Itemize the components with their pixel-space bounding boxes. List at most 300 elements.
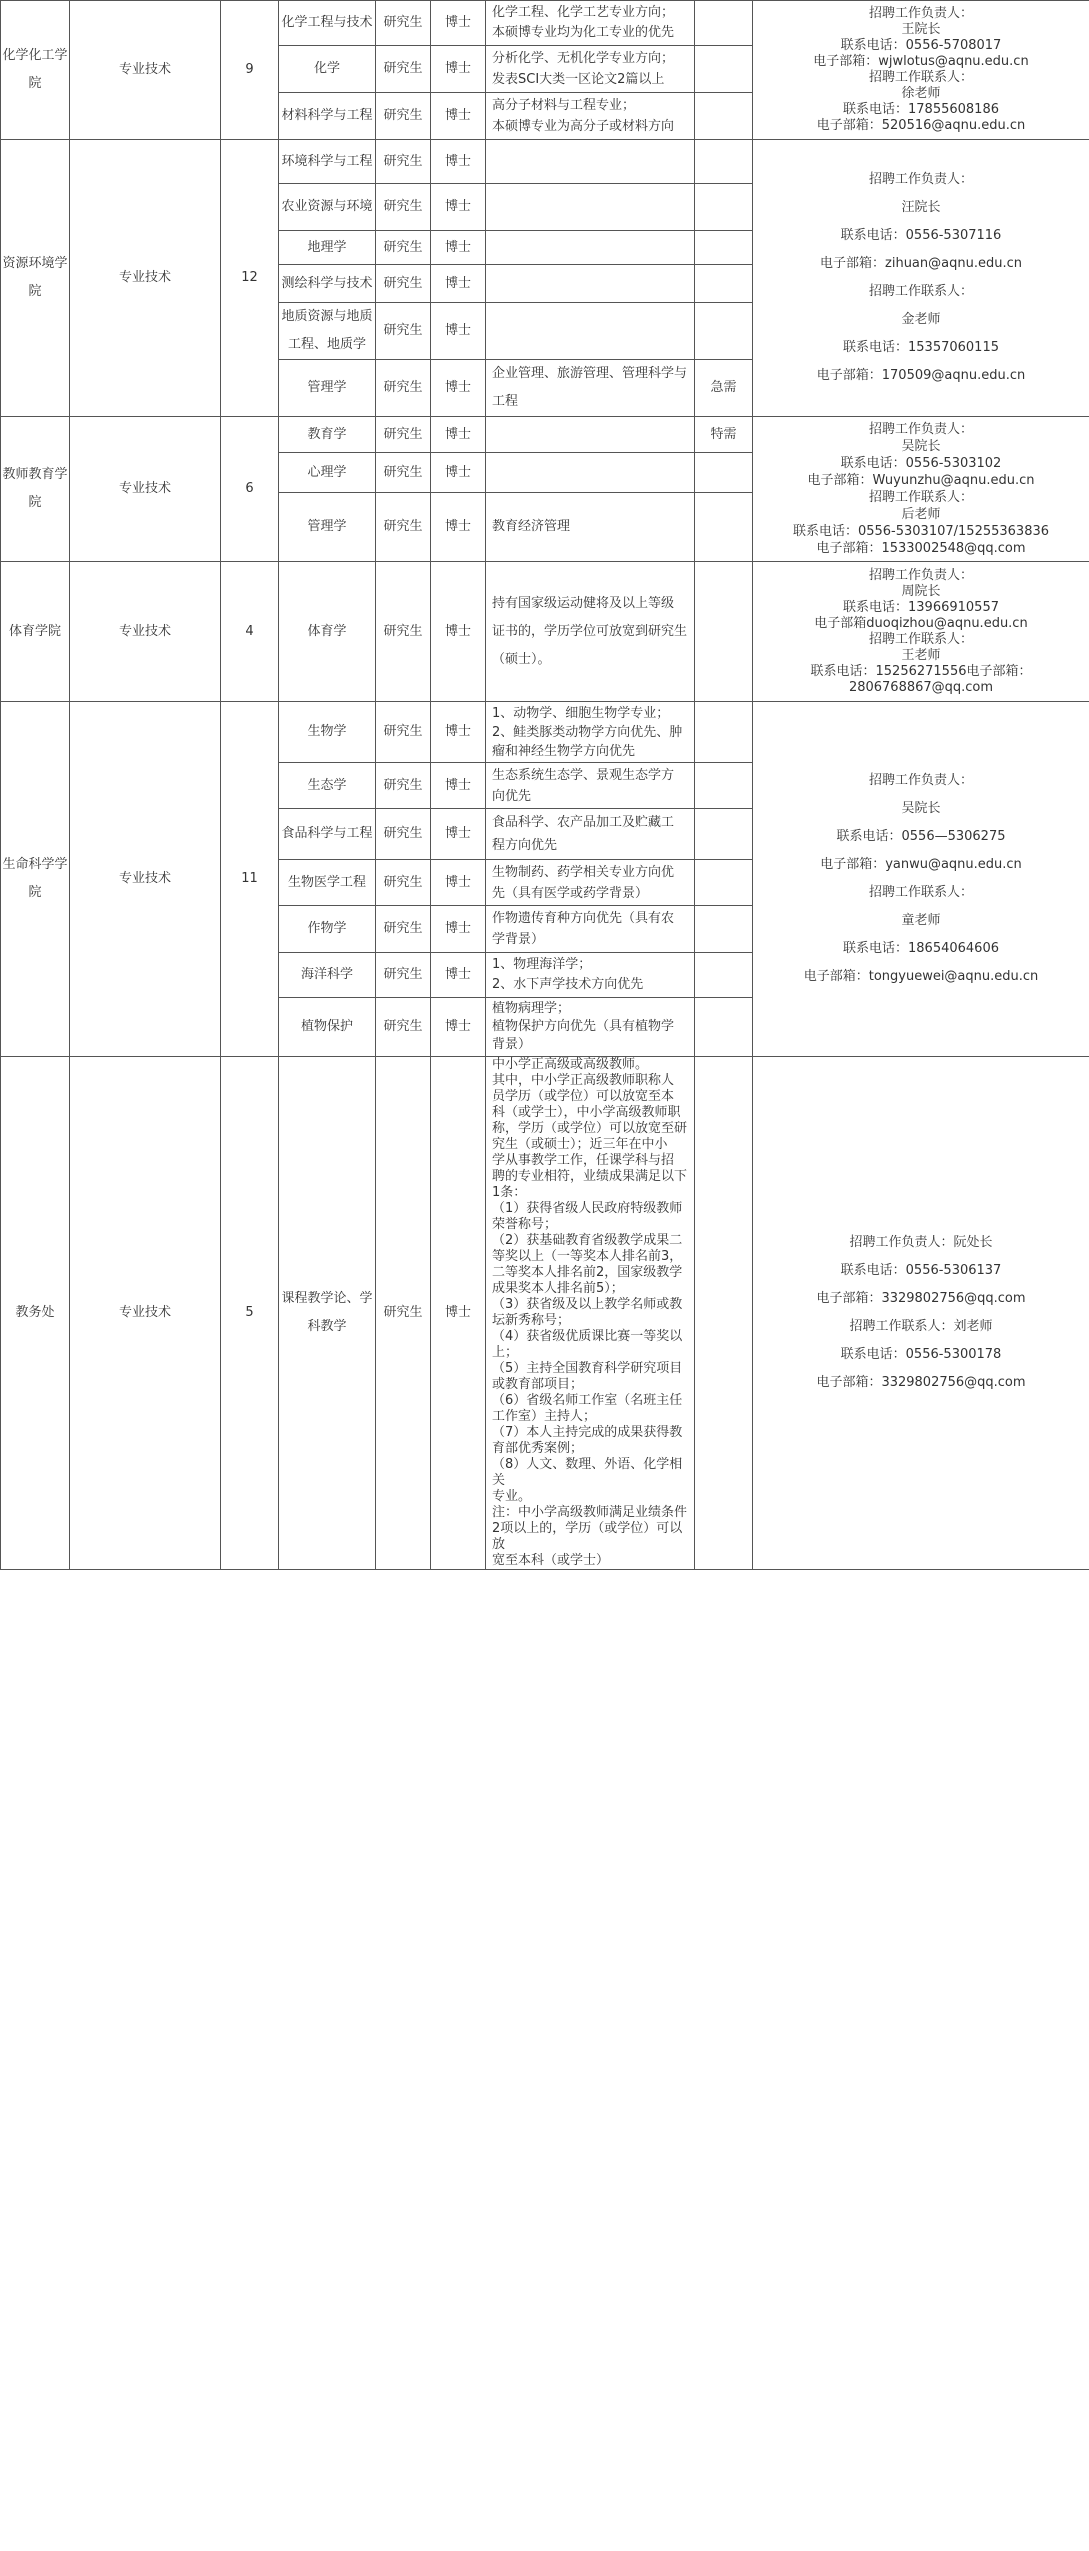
count-cell-text: 11: [241, 871, 258, 886]
requirement-line: 食品科学、农产品加工及贮藏工: [492, 815, 675, 830]
contact-line: 联系电话：0556-5303107/15255363836: [792, 524, 1050, 539]
requirement-cell: [486, 860, 695, 906]
degree-cell-text: 博士: [444, 1019, 471, 1034]
degree-cell-text: 博士: [444, 199, 471, 214]
requirement-line: （7）本人主持完成的成果获得教: [492, 1425, 683, 1440]
education-cell-text: 研究生: [383, 199, 423, 214]
requirement-line: 2、鲑类豚类动物学方向优先、肿: [492, 724, 683, 740]
remark-cell: [695, 562, 753, 702]
contact-cell: [753, 702, 1089, 1057]
major-cell: [279, 303, 376, 360]
degree-cell-text: 博士: [444, 239, 471, 255]
major-cell-text: 植物保护: [300, 1019, 353, 1034]
degree-cell: [431, 493, 486, 562]
degree-cell-text: 博士: [444, 921, 471, 936]
degree-cell: [431, 231, 486, 265]
education-cell: [376, 1057, 431, 1570]
education-cell-text: 研究生: [383, 108, 423, 123]
college-cell-text: 体育学院: [8, 623, 61, 639]
requirement-line: （6）省级名师工作室（名班主任: [492, 1393, 683, 1408]
requirement-line: 究生（或硕士）；近三年在中小: [492, 1137, 668, 1152]
requirement-cell: [486, 1, 695, 46]
requirement-cell: [486, 998, 695, 1057]
major-cell: [279, 1057, 376, 1570]
requirement-cell: [486, 702, 695, 763]
remark-cell: [695, 493, 753, 562]
requirement-line: 1、物理海洋学；: [492, 957, 592, 972]
requirement-line: 持有国家级运动健将及以上等级: [492, 595, 675, 611]
requirement-line: 工作室）主持人；: [492, 1409, 597, 1424]
requirement-line: 发表SCI大类一区论文2篇以上: [492, 72, 665, 87]
remark-cell: [695, 360, 753, 417]
requirement-cell: [486, 360, 695, 417]
contact-line: 联系电话：13966910557: [843, 599, 999, 615]
remark-cell: [695, 93, 753, 140]
remark-cell: [695, 1, 753, 46]
requirement-line: 称，学历（或学位）可以放宽至研: [492, 1121, 688, 1136]
requirement-line: 成果奖本人排名前5）；: [492, 1281, 624, 1296]
contact-line: 招聘工作负责人：: [868, 172, 973, 187]
education-cell: [376, 860, 431, 906]
major-cell: [279, 46, 376, 93]
requirement-cell: [486, 265, 695, 303]
contact-line: 吴院长: [901, 801, 941, 816]
degree-cell: [431, 562, 486, 702]
education-cell-text: 研究生: [383, 15, 423, 30]
education-cell: [376, 93, 431, 140]
education-cell-text: 研究生: [383, 1305, 423, 1320]
degree-cell: [431, 953, 486, 998]
requirement-line: 植物病理学；: [492, 1001, 571, 1016]
major-cell-text: 课程教学论、学科教学: [281, 1291, 373, 1334]
requirement-line: 聘的专业相符，业绩成果满足以下: [492, 1169, 688, 1184]
requirement-cell: [486, 562, 695, 702]
contact-line: 联系电话：0556-5306137: [840, 1263, 1002, 1278]
remark-cell-text: 特需: [710, 426, 737, 442]
degree-cell-text: 博士: [444, 464, 471, 480]
requirement-line: 或教育部项目；: [492, 1377, 584, 1392]
contact-line: 招聘工作联系人：: [868, 631, 973, 647]
requirement-line: 程方向优先: [492, 838, 558, 853]
major-cell: [279, 417, 376, 453]
degree-cell-text: 博士: [444, 15, 471, 30]
remark-cell: [695, 763, 753, 809]
requirement-cell: [486, 453, 695, 493]
contact-line: 周院长: [901, 583, 941, 599]
contact-line: 2806768867@qq.com: [848, 679, 994, 695]
degree-cell-text: 博士: [444, 623, 471, 639]
remark-cell: [695, 1057, 753, 1570]
contact-line: 电子部箱：zihuan@aqnu.edu.cn: [820, 256, 1022, 271]
requirement-line: 教育经济管理: [492, 519, 571, 534]
requirement-line: 学从事教学工作，任课学科与招: [492, 1153, 675, 1168]
major-cell: [279, 809, 376, 860]
contact-line: 招聘工作负责人：: [868, 422, 973, 437]
remark-cell: [695, 265, 753, 303]
major-cell-text: 食品科学与工程: [281, 826, 373, 841]
requirement-line: 作物遗传育种方向优先（具有农: [492, 911, 675, 926]
post-type-cell: [70, 417, 221, 562]
contact-line: 招聘工作负责人：: [868, 6, 973, 21]
contact-line: 电子部箱：170509@aqnu.edu.cn: [816, 368, 1026, 383]
college-cell-text: 资源环境学院: [2, 256, 68, 299]
requirement-line: 等奖以上（一等奖本人排名前3，: [492, 1249, 683, 1264]
remark-cell: [695, 231, 753, 265]
requirement-line: 背景）: [492, 1037, 532, 1052]
major-cell: [279, 184, 376, 231]
education-cell-text: 研究生: [383, 426, 423, 442]
count-cell-text: 9: [245, 62, 254, 77]
major-cell-text: 化学: [313, 61, 340, 76]
contact-line: 后老师: [901, 507, 941, 522]
degree-cell-text: 博士: [444, 724, 471, 739]
degree-cell: [431, 1057, 486, 1570]
count-cell-text: 12: [241, 270, 258, 285]
requirement-line: 坛新秀称号；: [492, 1313, 571, 1328]
major-cell: [279, 562, 376, 702]
contact-line: 电子部箱：520516@aqnu.edu.cn: [816, 118, 1026, 133]
education-cell: [376, 809, 431, 860]
requirement-cell: [486, 303, 695, 360]
degree-cell: [431, 140, 486, 184]
major-cell-text: 生物学: [307, 724, 347, 739]
major-cell: [279, 906, 376, 953]
requirement-line: 育部优秀案例；: [492, 1441, 584, 1456]
requirement-line: 二等奖本人排名前2，国家级教学: [492, 1265, 683, 1280]
education-cell-text: 研究生: [383, 519, 423, 534]
count-cell: [221, 1057, 279, 1570]
table-row: [1, 417, 1089, 453]
requirement-cell: [486, 953, 695, 998]
contact-line: 电子部箱：Wuyunzhu@aqnu.edu.cn: [807, 473, 1035, 488]
degree-cell: [431, 46, 486, 93]
education-cell-text: 研究生: [383, 826, 423, 841]
contact-line: 童老师: [901, 913, 941, 928]
degree-cell-text: 博士: [444, 153, 471, 169]
contact-line: 徐老师: [901, 86, 941, 101]
requirement-line: 2项以上的，学历（或学位）可以放: [492, 1521, 683, 1552]
degree-cell: [431, 184, 486, 231]
table-row: [1, 562, 1089, 702]
remark-cell: [695, 303, 753, 360]
major-cell: [279, 231, 376, 265]
requirement-line: 中小学正高级或高级教师。: [492, 1057, 649, 1072]
remark-cell: [695, 417, 753, 453]
requirement-line: 科（或学士），中小学高级教师职: [492, 1105, 681, 1120]
table-row: [1, 140, 1089, 184]
education-cell-text: 研究生: [383, 153, 423, 169]
major-cell: [279, 1, 376, 46]
requirement-line: 专业。: [492, 1489, 532, 1504]
degree-cell: [431, 265, 486, 303]
contact-line: 吴院长: [901, 439, 941, 454]
remark-cell: [695, 140, 753, 184]
major-cell: [279, 93, 376, 140]
education-cell-text: 研究生: [383, 380, 423, 395]
education-cell-text: 研究生: [383, 874, 423, 890]
education-cell-text: 研究生: [383, 464, 423, 480]
post-type-cell-text: 专业技术: [118, 270, 171, 285]
requirement-line: 荣誉称号；: [492, 1217, 558, 1232]
count-cell: [221, 140, 279, 417]
contact-line: 王院长: [901, 22, 941, 37]
requirement-line: 植物保护方向优先（具有植物学: [492, 1019, 675, 1034]
major-cell-text: 化学工程与技术: [281, 15, 373, 30]
requirement-line: 高分子材料与工程专业；: [492, 98, 636, 113]
contact-line: 电子部箱：3329802756@qq.com: [816, 1375, 1026, 1390]
contact-line: 电子部箱：tongyuewei@aqnu.edu.cn: [803, 969, 1039, 984]
contact-line: 招聘工作联系人：: [868, 70, 973, 85]
remark-cell: [695, 953, 753, 998]
contact-line: 汪院长: [901, 200, 941, 215]
education-cell: [376, 265, 431, 303]
post-type-cell: [70, 1057, 221, 1570]
major-cell: [279, 953, 376, 998]
contact-line: 招聘工作负责人：: [868, 773, 973, 788]
remark-cell: [695, 809, 753, 860]
education-cell: [376, 360, 431, 417]
requirement-line: 1条：: [492, 1185, 527, 1200]
degree-cell-text: 博士: [444, 777, 471, 793]
count-cell-text: 6: [245, 481, 254, 496]
college-cell: [1, 702, 70, 1057]
major-cell-text: 体育学: [307, 623, 347, 639]
remark-cell: [695, 184, 753, 231]
education-cell-text: 研究生: [383, 921, 423, 936]
requirement-line: （4）获省级优质课比赛一等奖以: [492, 1329, 683, 1344]
requirement-line: 本硕博专业均为化工专业的优先: [492, 25, 675, 40]
degree-cell: [431, 303, 486, 360]
college-cell: [1, 417, 70, 562]
education-cell: [376, 702, 431, 763]
education-cell-text: 研究生: [383, 1019, 423, 1034]
requirement-line: 学背景）: [492, 932, 545, 947]
requirement-line: 宽至本科（或学士）: [492, 1553, 610, 1568]
degree-cell: [431, 860, 486, 906]
contact-line: 联系电话：0556-5303102: [840, 456, 1002, 471]
major-cell-text: 地理学: [307, 239, 347, 255]
requirement-cell: [486, 906, 695, 953]
major-cell-text: 作物学: [307, 921, 347, 936]
requirement-line: 本硕博专业为高分子或材料方向: [492, 119, 675, 134]
requirement-line: 向优先: [492, 788, 532, 804]
degree-cell-text: 博士: [444, 275, 471, 291]
major-cell-text: 教育学: [307, 426, 347, 442]
requirement-line: 注：中小学高级教师满足业绩条件: [492, 1505, 688, 1520]
college-cell: [1, 562, 70, 702]
college-cell-text: 生命科学学院: [2, 857, 68, 900]
remark-cell: [695, 906, 753, 953]
degree-cell: [431, 93, 486, 140]
requirement-line: 生态系统生态学、景观生态学方: [492, 767, 675, 783]
major-cell: [279, 265, 376, 303]
requirement-cell: [486, 184, 695, 231]
requirement-cell: [486, 46, 695, 93]
contact-line: 招聘工作联系人：: [868, 490, 973, 505]
requirement-cell: [486, 763, 695, 809]
degree-cell: [431, 1, 486, 46]
contact-cell: [753, 1, 1089, 140]
major-cell-text: 心理学: [307, 464, 347, 480]
degree-cell-text: 博士: [444, 426, 471, 442]
college-cell: [1, 1057, 70, 1570]
requirement-line: 其中，中小学正高级教师职称人: [492, 1073, 675, 1088]
table-row: [1, 702, 1089, 763]
college-cell: [1, 1, 70, 140]
requirement-cell: [486, 231, 695, 265]
post-type-cell: [70, 562, 221, 702]
major-cell: [279, 360, 376, 417]
contact-line: 联系电话：15357060115: [843, 340, 999, 355]
major-cell-text: 生态学: [307, 777, 347, 793]
contact-line: 招聘工作联系人：刘老师: [849, 1319, 993, 1334]
requirement-line: 分析化学、无机化学专业方向；: [492, 51, 675, 66]
major-cell: [279, 702, 376, 763]
education-cell-text: 研究生: [383, 323, 423, 338]
major-cell: [279, 493, 376, 562]
contact-line: 联系电话：0556-5307116: [840, 228, 1002, 243]
contact-line: 联系电话：0556-5300178: [840, 1347, 1002, 1362]
remark-cell: [695, 46, 753, 93]
college-cell-text: 教师教育学院: [2, 467, 68, 510]
education-cell-text: 研究生: [383, 623, 423, 639]
count-cell: [221, 1, 279, 140]
requirement-line: 化学工程、化学工艺专业方向；: [492, 5, 675, 20]
contact-cell: [753, 1057, 1089, 1570]
education-cell-text: 研究生: [383, 967, 423, 982]
requirement-cell: [486, 417, 695, 453]
education-cell: [376, 906, 431, 953]
requirement-line: （2）获基础教育省级教学成果二: [492, 1233, 683, 1248]
education-cell: [376, 453, 431, 493]
contact-line: 招聘工作联系人：: [868, 885, 973, 900]
major-cell-text: 材料科学与工程: [281, 108, 373, 123]
major-cell: [279, 140, 376, 184]
table-row: [1, 1057, 1089, 1570]
degree-cell: [431, 906, 486, 953]
major-cell: [279, 763, 376, 809]
education-cell-text: 研究生: [383, 239, 423, 255]
education-cell: [376, 1, 431, 46]
contact-line: 电子部箱：yanwu@aqnu.edu.cn: [820, 857, 1022, 872]
requirement-line: 企业管理、旅游管理、管理科学与工程: [492, 366, 688, 409]
contact-line: 招聘工作联系人：: [868, 284, 973, 299]
education-cell: [376, 998, 431, 1057]
remark-cell: [695, 702, 753, 763]
degree-cell-text: 博士: [444, 519, 471, 534]
requirement-cell: [486, 1057, 695, 1570]
degree-cell-text: 博士: [444, 61, 471, 76]
requirement-line: 生物制药、药学相关专业方向优: [492, 864, 675, 880]
requirement-line: 2、水下声学技术方向优先: [492, 977, 644, 992]
major-cell-text: 生物医学工程: [287, 874, 366, 890]
degree-cell-text: 博士: [444, 108, 471, 123]
degree-cell: [431, 763, 486, 809]
post-type-cell: [70, 1, 221, 140]
requirement-line: 员学历（或学位）可以放宽至本: [492, 1089, 675, 1104]
count-cell-text: 4: [245, 623, 254, 639]
major-cell-text: 管理学: [307, 519, 347, 534]
contact-line: 电子部箱duoqizhou@aqnu.edu.cn: [814, 615, 1028, 631]
contact-line: 电子部箱：3329802756@qq.com: [816, 1291, 1026, 1306]
education-cell: [376, 417, 431, 453]
requirement-line: 先（具有医学或药学背景）: [492, 885, 649, 901]
degree-cell-text: 博士: [444, 874, 471, 890]
contact-line: 电子部箱：wjwlotus@aqnu.edu.cn: [813, 54, 1029, 69]
count-cell-text: 5: [245, 1305, 254, 1320]
college-cell-text: 化学化工学院: [2, 48, 68, 91]
count-cell: [221, 702, 279, 1057]
requirement-line: （3）获省级及以上教学名师或教: [492, 1297, 683, 1312]
table-row: [1, 1, 1089, 46]
remark-cell: [695, 453, 753, 493]
requirement-line: （硕士）。: [492, 651, 551, 667]
education-cell: [376, 231, 431, 265]
requirement-cell: [486, 493, 695, 562]
education-cell: [376, 184, 431, 231]
contact-cell: [753, 140, 1089, 417]
major-cell-text: 农业资源与环境: [281, 199, 373, 214]
contact-line: 招聘工作负责人：阮处长: [849, 1235, 993, 1250]
degree-cell-text: 博士: [444, 380, 471, 395]
education-cell: [376, 493, 431, 562]
remark-cell: [695, 998, 753, 1057]
major-cell-text: 管理学: [307, 380, 347, 395]
degree-cell-text: 博士: [444, 967, 471, 982]
contact-line: 王老师: [901, 647, 941, 663]
major-cell-text: 海洋科学: [300, 967, 353, 982]
education-cell: [376, 562, 431, 702]
requirement-line: （5）主持全国教育科学研究项目: [492, 1361, 683, 1376]
education-cell-text: 研究生: [383, 61, 423, 76]
contact-line: 联系电话：17855608186: [843, 102, 999, 117]
contact-cell: [753, 417, 1089, 562]
post-type-cell-text: 专业技术: [118, 1305, 171, 1320]
contact-line: 联系电话：15256271556电子部箱：: [810, 663, 1032, 679]
contact-line: 招聘工作负责人：: [868, 567, 973, 583]
degree-cell: [431, 360, 486, 417]
post-type-cell: [70, 140, 221, 417]
contact-line: 联系电话：0556—5306275: [836, 829, 1006, 844]
degree-cell: [431, 702, 486, 763]
count-cell: [221, 417, 279, 562]
education-cell-text: 研究生: [383, 275, 423, 291]
major-cell: [279, 998, 376, 1057]
requirement-line: （8）人文、数理、外语、化学相关: [492, 1457, 683, 1488]
requirement-cell: [486, 809, 695, 860]
degree-cell: [431, 453, 486, 493]
requirement-line: 瘤和神经生物学方向优先: [492, 743, 636, 759]
post-type-cell-text: 专业技术: [118, 62, 171, 77]
requirement-line: （1）获得省级人民政府特级教师: [492, 1201, 683, 1216]
remark-cell-text: 急需: [710, 380, 737, 395]
contact-line: 金老师: [901, 312, 941, 327]
education-cell: [376, 953, 431, 998]
degree-cell: [431, 998, 486, 1057]
requirement-cell: [486, 140, 695, 184]
contact-line: 联系电话：0556-5708017: [840, 38, 1002, 53]
major-cell-text: 地质资源与地质工程、地质学: [281, 309, 373, 352]
contact-cell: [753, 562, 1089, 702]
contact-line: 电子部箱：1533002548@qq.com: [816, 541, 1026, 556]
degree-cell-text: 博士: [444, 826, 471, 841]
post-type-cell: [70, 702, 221, 1057]
major-cell: [279, 860, 376, 906]
requirement-line: 1、动物学、细胞生物学专业；: [492, 705, 670, 721]
education-cell: [376, 303, 431, 360]
major-cell: [279, 453, 376, 493]
college-cell-text: 教务处: [15, 1305, 55, 1320]
